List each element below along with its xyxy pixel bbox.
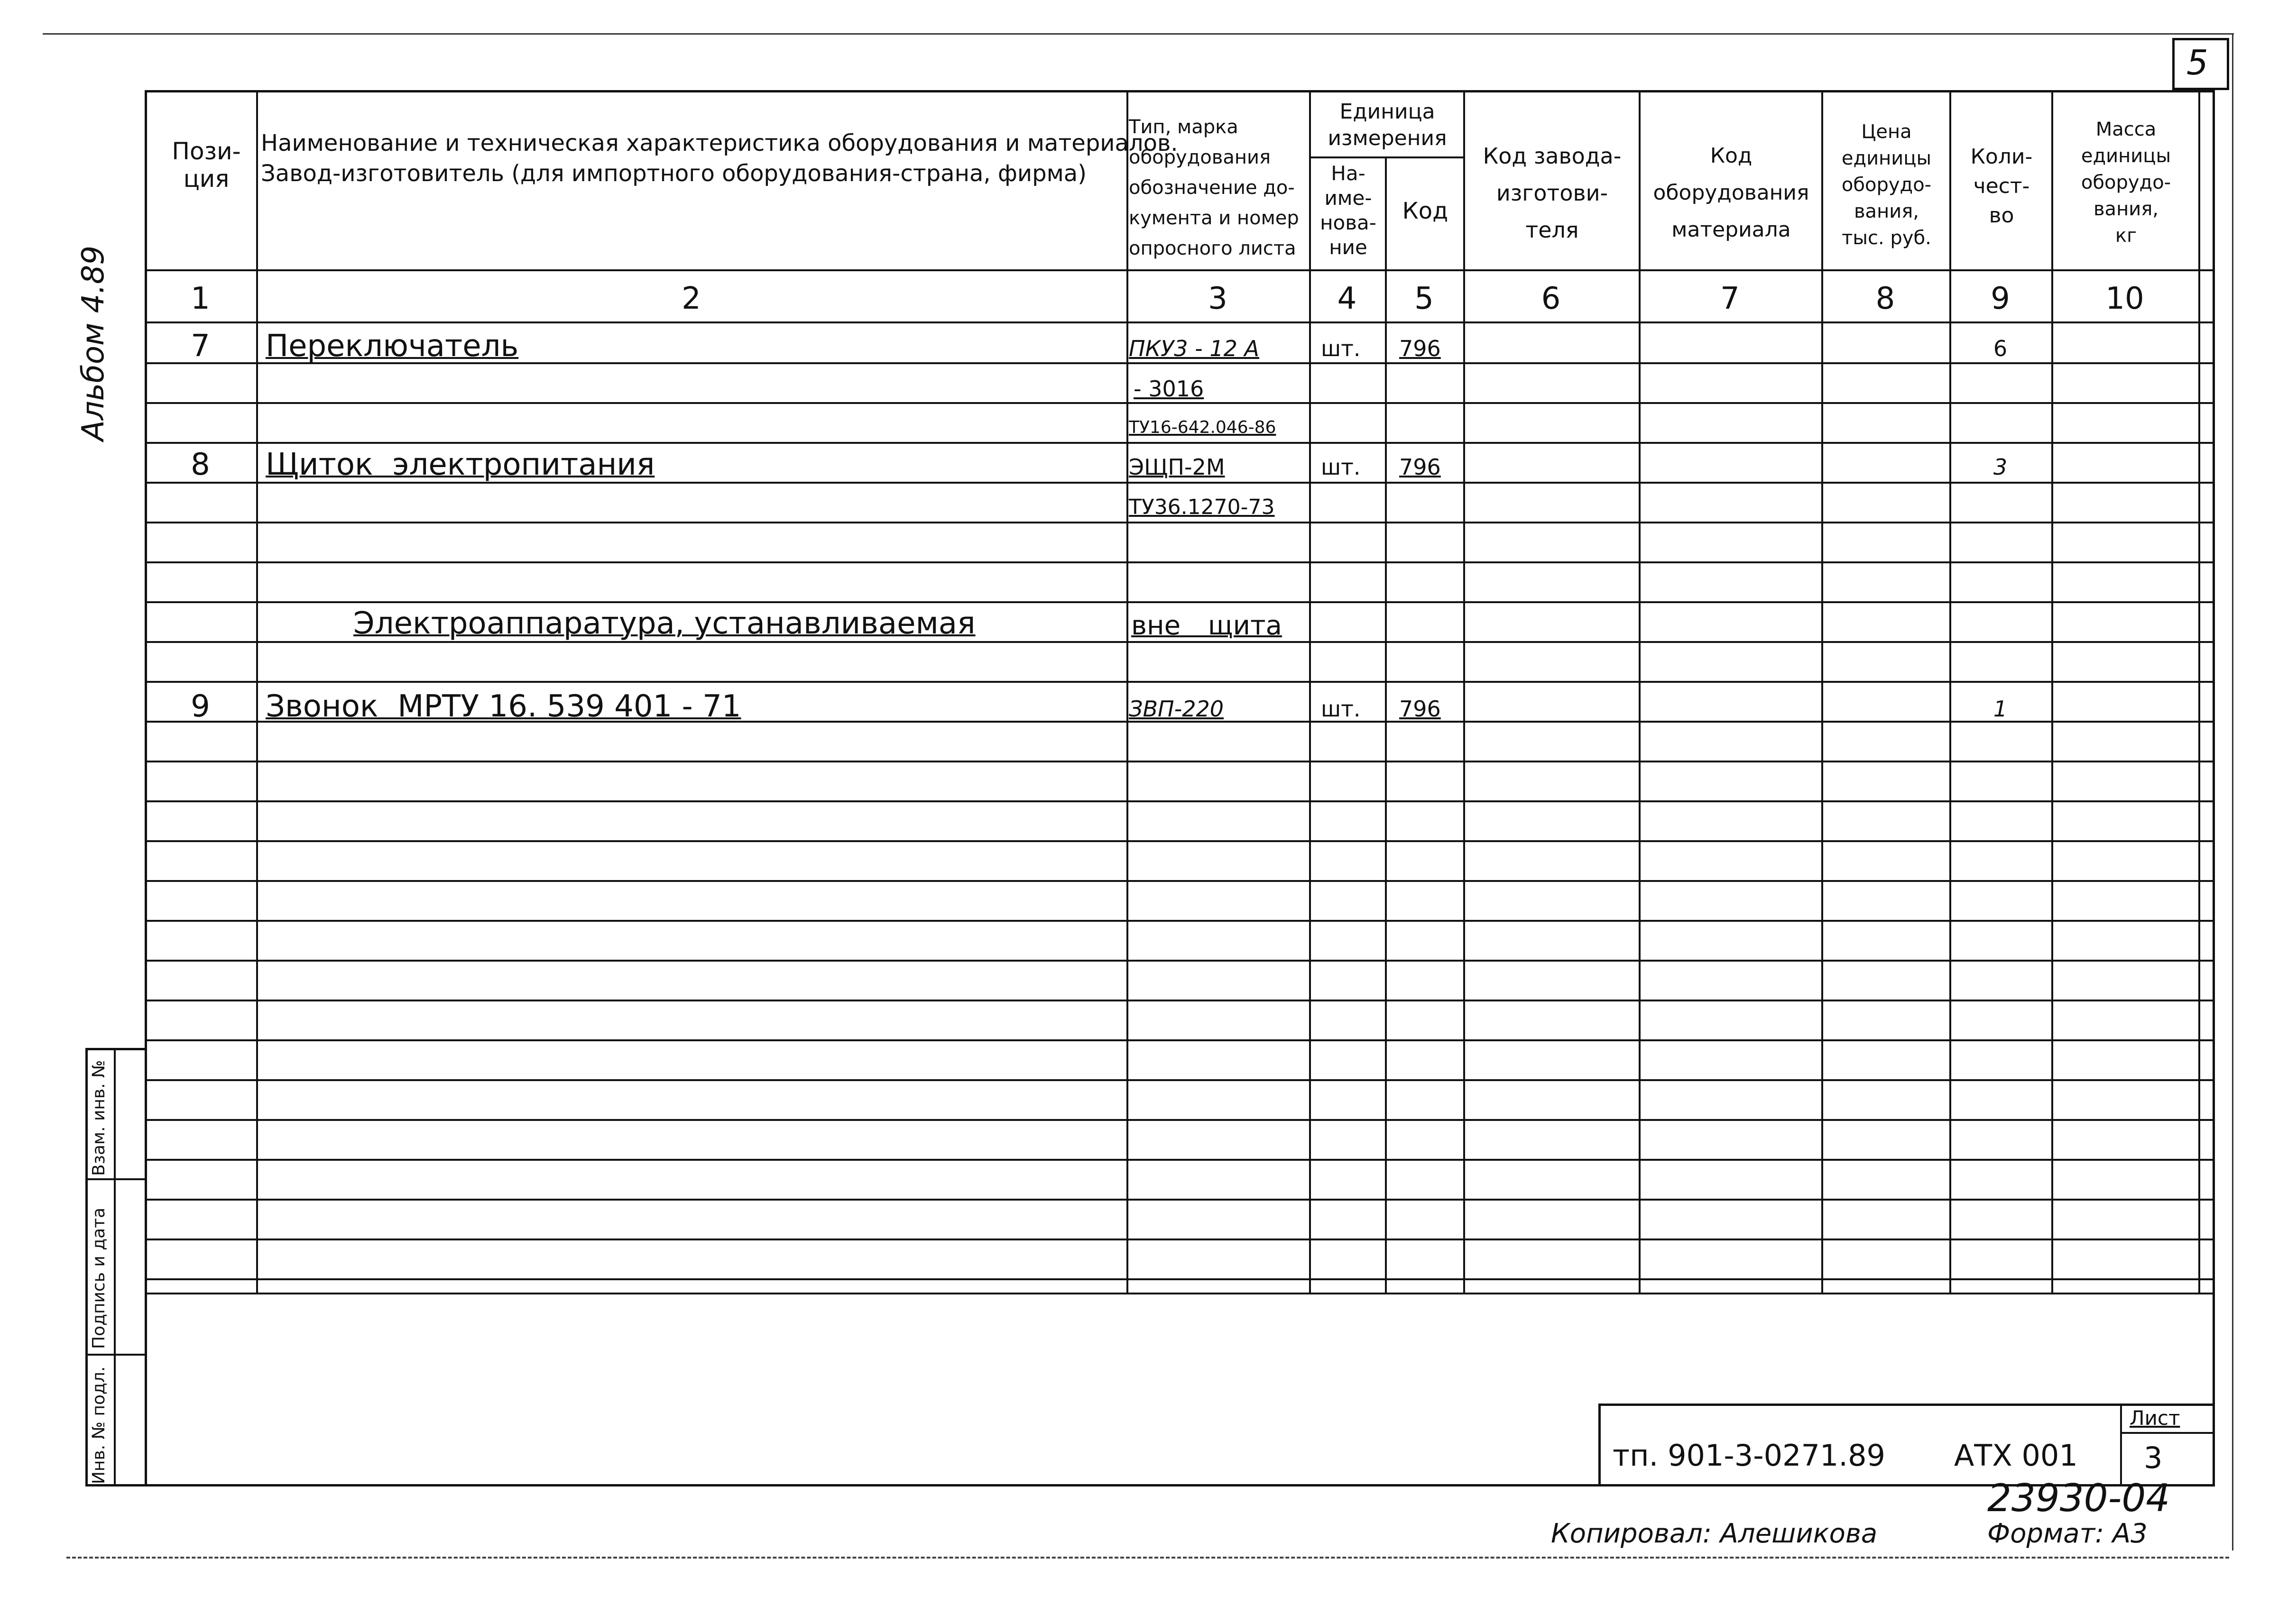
row-7b-type: - 3016	[1134, 376, 1204, 402]
row-line	[145, 840, 2215, 842]
header-price: Цена единицы оборудо- вания, тыс. руб.	[1841, 121, 1932, 249]
numbers-bottom-line	[145, 321, 2215, 323]
side-stamp-inv: Инв. № подл.	[89, 1366, 109, 1484]
col-number-6: 6	[1541, 281, 1561, 316]
header-name: Наименование и техническая характеристика оборудования и материалов. Завод-изготовитель (для импортного оборудования-страна, фирма)	[261, 130, 1178, 187]
col-number-7: 7	[1720, 281, 1740, 316]
section-title-right: вне щита	[1131, 610, 1282, 641]
row-line	[145, 1079, 2215, 1081]
titleblock-sheet-line	[2120, 1432, 2215, 1434]
titleblock-part: АТХ 001	[1954, 1438, 2078, 1473]
row-7-qty: 6	[1993, 336, 2008, 361]
row-8-unit: шт.	[1321, 454, 1361, 480]
row-8b-type: ТУ36.1270-73	[1129, 495, 1275, 519]
col-number-2: 2	[682, 281, 701, 316]
row-line	[145, 960, 2215, 962]
col-line-6	[1639, 90, 1641, 1294]
row-line	[145, 761, 2215, 762]
col-number-10: 10	[2105, 281, 2144, 316]
side-stamp-line-2	[85, 1354, 147, 1356]
header-unit-name: На- име- нова- ние	[1320, 162, 1376, 259]
paper-format: Формат: А3	[1987, 1518, 2148, 1549]
row-9-qty: 1	[1993, 696, 2008, 722]
col-line-1	[256, 90, 258, 1294]
row-9-position: 9	[191, 689, 210, 724]
row-9-name: Звонок МРТУ 16. 539 401 - 71	[266, 689, 741, 724]
row-7-name: Переключатель	[266, 329, 519, 364]
row-line	[145, 1159, 2215, 1161]
row-9-unit: шт.	[1321, 696, 1361, 722]
col-number-9: 9	[1991, 281, 2010, 316]
col-number-8: 8	[1875, 281, 1895, 316]
col-line-7	[1821, 90, 1823, 1294]
header-unit-group: Единица измерения	[1328, 100, 1447, 150]
side-stamp-line-v	[114, 1048, 116, 1486]
row-7-position: 7	[191, 329, 210, 364]
col-number-4: 4	[1337, 281, 1357, 316]
col-line-3	[1309, 90, 1311, 1294]
header-quantity: Коли- чест- во	[1970, 145, 2033, 228]
col-line-10	[2198, 90, 2200, 1294]
rows-bottom-line	[145, 1293, 2215, 1294]
side-stamp-line-1	[85, 1178, 147, 1180]
row-line	[145, 1199, 2215, 1201]
titleblock-divider	[2120, 1404, 2122, 1486]
col-number-1: 1	[191, 281, 210, 316]
col-line-5	[1463, 90, 1465, 1294]
header-factory-code: Код завода- изготови- теля	[1483, 143, 1622, 243]
col-number-3: 3	[1208, 281, 1227, 316]
row-7-unit: шт.	[1321, 336, 1361, 361]
side-stamp-sign: Подпись и дата	[89, 1207, 109, 1349]
row-line	[145, 800, 2215, 802]
row-line	[145, 1039, 2215, 1041]
header-type: Тип, марка оборудования обозначение до- кумента и номер опросного листа	[1129, 116, 1299, 259]
row-line	[145, 601, 2215, 603]
row-9-code: 796	[1399, 696, 1441, 722]
bottom-scan-line	[66, 1557, 2229, 1559]
inventory-number: 23930-04	[1987, 1476, 2170, 1520]
titleblock-sheet-label: Лист	[2130, 1406, 2180, 1430]
row-7c-type: ТУ16-642.046-86	[1129, 418, 1276, 437]
side-stamp-replace: Взам. инв. №	[89, 1060, 109, 1176]
row-line	[145, 1239, 2215, 1240]
row-line	[145, 880, 2215, 882]
page-border-top	[43, 33, 2234, 35]
header-position: Пози- ция	[172, 138, 241, 193]
col-line-4	[1385, 156, 1387, 1294]
header-equipment-code: Код оборудования материала	[1653, 144, 1809, 242]
row-8-position: 8	[191, 447, 210, 482]
row-line	[145, 1278, 2215, 1280]
row-line	[145, 561, 2215, 563]
header-unit-code: Код	[1402, 198, 1448, 224]
page-border-right	[2232, 33, 2233, 1551]
row-7-type: ПКУ3 - 12 А	[1129, 336, 1260, 361]
header-mass: Масса единицы оборудо- вания, кг	[2081, 119, 2171, 247]
col-line-9	[2051, 90, 2053, 1294]
titleblock-sheet-no: 3	[2144, 1440, 2163, 1475]
header-bottom-line	[145, 269, 2215, 271]
row-8-qty: 3	[1993, 454, 2008, 480]
section-title: Электроаппаратура, устанавливаемая	[353, 606, 976, 641]
corner-number: 5	[2186, 43, 2208, 83]
titleblock-doc-code: тп. 901-3-0271.89	[1613, 1438, 1885, 1473]
row-line	[145, 1000, 2215, 1001]
row-line	[145, 681, 2215, 683]
album-label: Альбом 4.89	[76, 245, 111, 441]
row-8-name: Щиток электропитания	[266, 447, 655, 482]
row-8-type: ЭЩП-2М	[1129, 454, 1225, 480]
row-line	[145, 1119, 2215, 1121]
col-number-5: 5	[1414, 281, 1434, 316]
row-8-code: 796	[1399, 454, 1441, 480]
row-7-code: 796	[1399, 336, 1441, 361]
row-line	[145, 920, 2215, 922]
col-line-2	[1126, 90, 1128, 1294]
row-9-type: ЗВП-220	[1129, 696, 1224, 722]
copied-by: Копировал: Алешикова	[1551, 1518, 1878, 1549]
